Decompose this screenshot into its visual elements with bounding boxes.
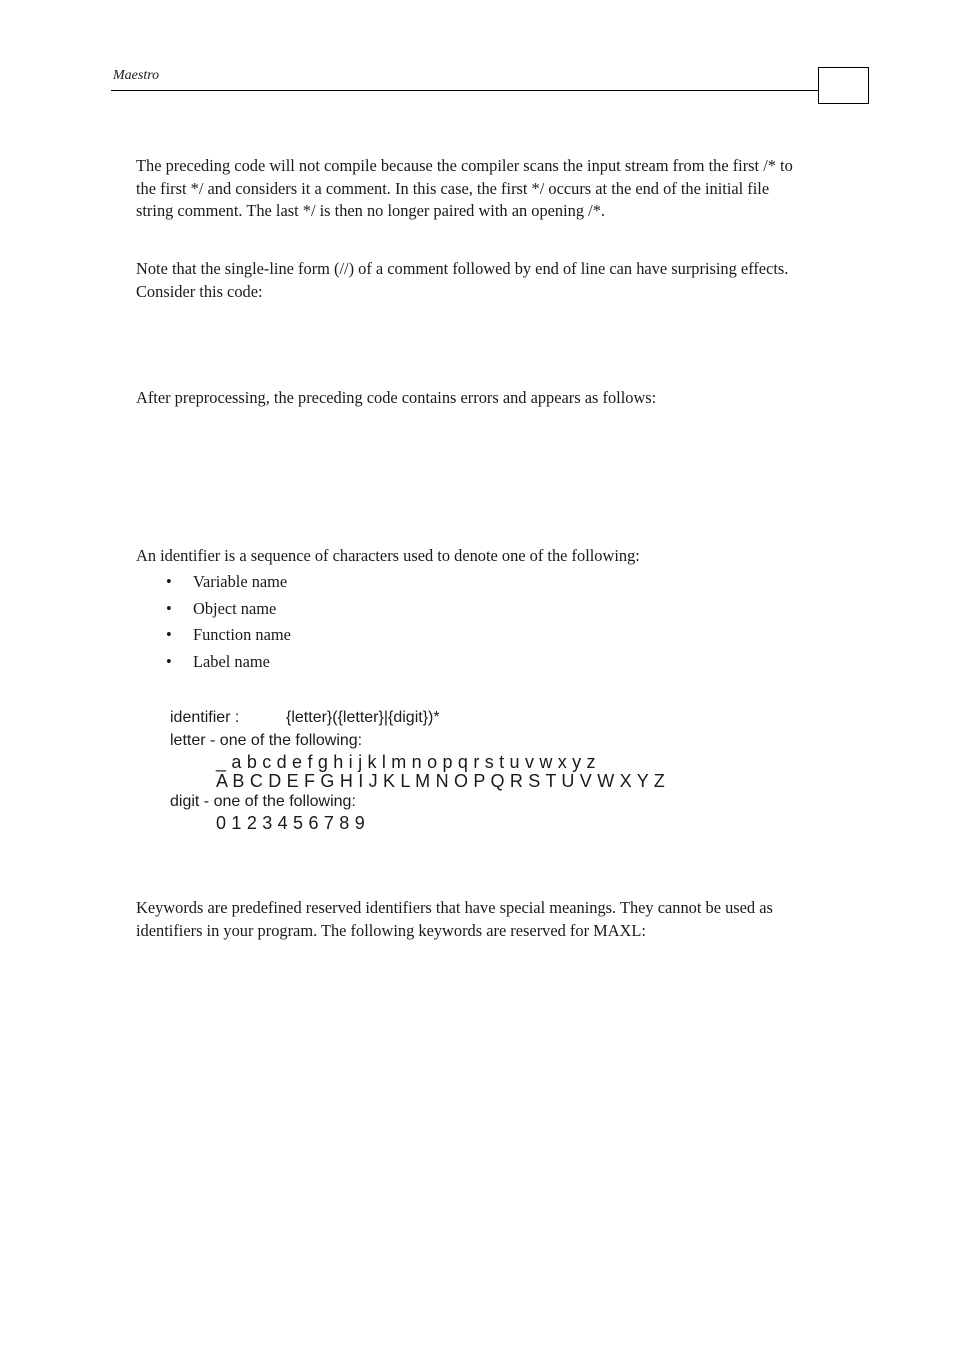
paragraph-keywords: Keywords are predefined reserved identifiers that have special meanings. They cannot be used as identifiers in your program. The following keywords are reserved for MAXL:: [136, 898, 773, 940]
list-item-label: Function name: [193, 625, 291, 645]
grammar-uppercase-letters: A B C D E F G H I J K L M N O P Q R S T U V W X Y Z: [216, 771, 665, 791]
grammar-digit-label: digit - one of the following:: [170, 793, 356, 810]
list-item: [136, 597, 291, 624]
running-header-title: Maestro: [113, 68, 160, 83]
grammar-letter-label: letter - one of the following:: [170, 732, 363, 749]
list-item-label: Variable name: [193, 572, 288, 591]
list-item-label: Object name: [193, 598, 277, 618]
identifier-uses-list: [136, 570, 291, 676]
paragraph-single-line-comment: Note that the single-line form (//) of a comment followed by end of line can have surprising effects. Consider this code:: [136, 259, 789, 301]
list-item: [136, 570, 291, 597]
header-rule: [111, 90, 819, 91]
grammar-lowercase-letters: _ a b c d e f g h i j k l m n o p q r s t u v w x y z: [216, 752, 596, 772]
paragraph-after-preprocessing: After preprocessing, the preceding code contains errors and appears as follows:: [136, 388, 657, 407]
page-number-box: [818, 67, 869, 104]
bullet-icon: •: [166, 572, 172, 591]
paragraph-comment-compile: The preceding code will not compile because the compiler scans the input stream from the first /* to the first */ and considers it a comment. In this case, the first */ occurs at the end of the initial file string comment. The last */ is then no longer paired with an opening /*.: [136, 156, 793, 220]
bullet-icon: •: [166, 625, 172, 645]
paragraph-identifier-intro: An identifier is a sequence of characters used to denote one of the following:: [136, 546, 640, 565]
grammar-identifier-label: identifier :: [170, 709, 240, 726]
grammar-identifier-line: [170, 709, 440, 727]
bullet-icon: •: [166, 651, 172, 671]
grammar-digits: 0 1 2 3 4 5 6 7 8 9: [216, 813, 365, 833]
grammar-identifier-rule: {letter}({letter}|{digit})*: [286, 709, 440, 726]
list-item: [136, 623, 291, 650]
list-item-label: Label name: [193, 651, 270, 671]
list-item: [136, 650, 291, 677]
bullet-icon: •: [166, 598, 172, 618]
